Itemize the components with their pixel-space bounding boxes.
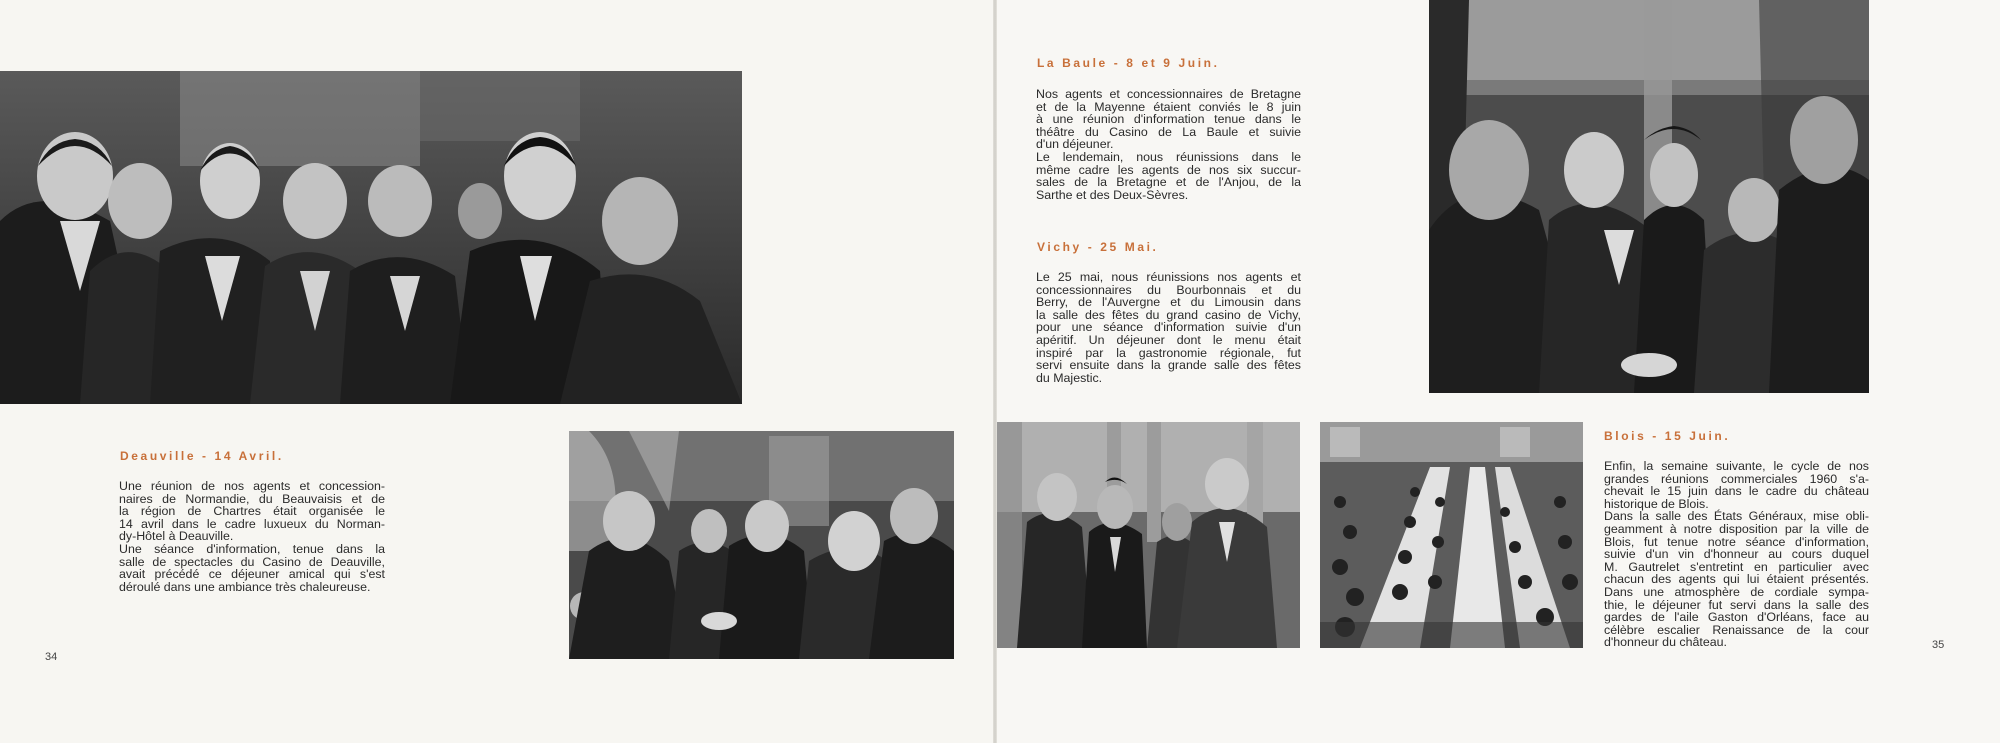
text-line: grandes réunions commerciales 1960 s'a- xyxy=(1604,471,1869,486)
text-line: Berry, de l'Auvergne et du Limousin dans xyxy=(1036,295,1301,310)
tent-conversation-photo xyxy=(1429,0,1869,393)
text-line: à une réunion d'information tenue dans le xyxy=(1036,112,1301,127)
text-line: chacun des agents qui lui étaient présentés. xyxy=(1604,572,1869,587)
text-line: d'un déjeuner. xyxy=(1036,137,1114,152)
text-line: avait précédé ce déjeuner amical qui s'est xyxy=(119,567,385,582)
text-line: Une réunion de nos agents et concession- xyxy=(119,479,385,493)
handshake-reception-photo xyxy=(569,431,954,659)
banquet-hall-photo xyxy=(1320,422,1583,648)
text-line: concessionnaires du Bourbonnais et du xyxy=(1036,282,1301,297)
text-line: M. Gautrelet s'entretint en particulier avec xyxy=(1604,559,1869,574)
group-photo-men-in-suits xyxy=(0,71,742,404)
page-number-left: 34 xyxy=(45,651,58,663)
text-line: sales de la Bretagne et de l'Anjou, de la xyxy=(1036,175,1301,190)
text-line: servi ensuite dans la grande salle des fêtes xyxy=(1036,358,1301,373)
text-line: d'honneur du château. xyxy=(1604,635,1727,650)
text-line: Dans une atmosphère de cordiale sympa- xyxy=(1604,584,1869,599)
text-line: inspiré par la gastronomie régionale, fut xyxy=(1036,345,1301,360)
blois-paragraph xyxy=(1604,460,1869,649)
text-line: Enfin, la semaine suivante, le cycle de nos xyxy=(1604,459,1869,473)
text-line: Une séance d'information, tenue dans la xyxy=(119,541,385,556)
text-line: la région de Chartres était organisée le xyxy=(119,504,385,519)
text-line: suivie d'un vin d'honneur au cours duquel xyxy=(1604,547,1869,562)
text-line: célèbre escalier Renaissance de la cour xyxy=(1604,622,1869,637)
text-line: Le 25 mai, nous réunissions nos agents et xyxy=(1036,270,1301,284)
text-line: déroulé dans une ambiance très chaleureuse. xyxy=(119,579,371,594)
deauville-heading: Deauville - 14 Avril. xyxy=(120,449,284,463)
text-line: Dans la salle des États Généraux, mise obli- xyxy=(1604,509,1869,524)
text-line: thie, le déjeuner fut servi dans la salle des xyxy=(1604,597,1869,612)
text-line: geamment à notre disposition par la ville de xyxy=(1604,521,1869,536)
text-line: 14 avril dans le cadre luxueux du Norman- xyxy=(119,516,385,531)
right-page xyxy=(997,0,2000,743)
text-line: du Majestic. xyxy=(1036,370,1103,385)
text-line: gardes de l'aile Gaston d'Orléans, face au xyxy=(1604,610,1869,625)
deauville-paragraph xyxy=(119,480,385,593)
text-line: même cadre les agents de nos six succur- xyxy=(1036,162,1301,177)
text-line: théâtre du Casino de La Baule et suivie xyxy=(1036,124,1301,139)
text-line: pour une séance d'information suivie d'un xyxy=(1036,320,1301,335)
text-line: et de la Mayenne étaient conviés le 8 juin xyxy=(1036,99,1301,114)
vichy-heading: Vichy - 25 Mai. xyxy=(1037,240,1159,254)
text-line: Le lendemain, nous réunissions dans le xyxy=(1036,149,1301,164)
text-line: la salle des fêtes du grand casino de Vichy, xyxy=(1036,307,1301,322)
blois-heading: Blois - 15 Juin. xyxy=(1604,429,1731,443)
text-line: salle de spectacles du Casino de Deauville, xyxy=(119,554,385,569)
page-number-right: 35 xyxy=(1932,639,1945,651)
text-line: Sarthe et des Deux-Sèvres. xyxy=(1036,187,1189,202)
three-men-standing-photo xyxy=(997,422,1300,648)
vichy-paragraph xyxy=(1036,271,1301,384)
text-line: chevait le 15 juin dans le cadre du château xyxy=(1604,484,1869,499)
text-line: Nos agents et concessionnaires de Bretagne xyxy=(1036,87,1301,101)
text-line: historique de Blois. xyxy=(1604,496,1709,511)
text-line: naires de Normandie, du Beauvaisis et de xyxy=(119,491,385,506)
la-baule-heading: La Baule - 8 et 9 Juin. xyxy=(1037,56,1220,70)
text-line: dy-Hôtel à Deauville. xyxy=(119,529,234,544)
la-baule-paragraph xyxy=(1036,88,1301,201)
left-page xyxy=(0,0,993,743)
text-line: Blois, fut tenue notre séance d'information, xyxy=(1604,534,1869,549)
text-line: apéritif. Un déjeuner dont le menu était xyxy=(1036,332,1301,347)
